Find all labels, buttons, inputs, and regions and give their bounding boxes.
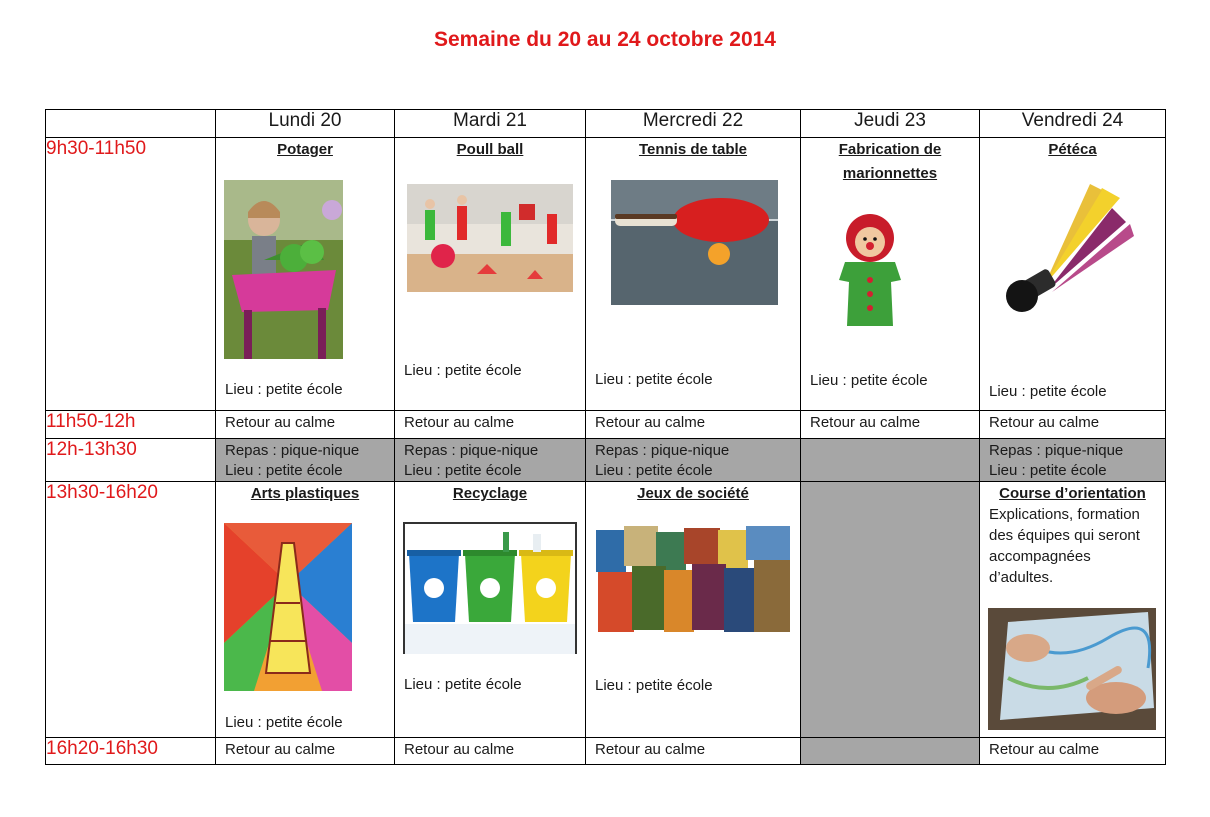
- flower-puppet-photo: [837, 212, 903, 330]
- calme-cell: [980, 738, 1166, 765]
- ping-pong-paddle-photo: [611, 180, 778, 305]
- activity-cell: [980, 138, 1166, 411]
- activity-title: Pétéca: [1048, 141, 1097, 158]
- table-row: [46, 411, 1166, 439]
- activity-title: Recyclage: [452, 485, 528, 502]
- calme-text: Retour au calme: [595, 414, 706, 431]
- time-slot: 12h-13h30: [46, 439, 216, 482]
- lunch-line2: Lieu : petite école: [989, 462, 1107, 479]
- table-row: [46, 482, 1166, 738]
- empty-cell: [801, 439, 980, 482]
- lunch-line1: Repas : pique-nique: [225, 442, 360, 459]
- calme-text: Retour au calme: [404, 414, 515, 431]
- calme-cell: [586, 411, 801, 439]
- time-slot: 9h30-11h50: [46, 138, 216, 411]
- calme-text: Retour au calme: [989, 741, 1100, 758]
- description-line: accompagnées: [989, 548, 1091, 565]
- lieu-text: Lieu : petite école: [225, 714, 343, 731]
- lunch-line2: Lieu : petite école: [404, 462, 522, 479]
- lunch-line2: Lieu : petite école: [225, 462, 343, 479]
- activity-cell: [980, 482, 1166, 738]
- lunch-cell: [980, 439, 1166, 482]
- feather-shuttlecock-photo: [1002, 178, 1144, 318]
- activity-cell: [395, 138, 586, 411]
- calme-text: Retour au calme: [810, 414, 921, 431]
- activity-cell: [586, 138, 801, 411]
- calme-text: Retour au calme: [989, 414, 1100, 431]
- calme-text: Retour au calme: [595, 741, 706, 758]
- activity-title-line2: marionnettes: [842, 165, 938, 182]
- lunch-line1: Repas : pique-nique: [989, 442, 1124, 459]
- hands-on-map-photo: [988, 608, 1156, 730]
- lieu-text: Lieu : petite école: [810, 372, 928, 389]
- activity-title: Arts plastiques: [250, 485, 360, 502]
- time-slot: 13h30-16h20: [46, 482, 216, 738]
- lieu-text: Lieu : petite école: [404, 676, 522, 693]
- lunch-line1: Repas : pique-nique: [404, 442, 539, 459]
- activity-cell: [586, 482, 801, 738]
- activity-title-line1: Fabrication de: [838, 141, 942, 158]
- calme-cell: [586, 738, 801, 765]
- activity-title: Poull ball: [456, 141, 524, 158]
- lunch-line2: Lieu : petite école: [595, 462, 713, 479]
- lieu-text: Lieu : petite école: [989, 383, 1107, 400]
- recycling-bins-photo: [403, 522, 577, 654]
- calme-cell: [395, 738, 586, 765]
- calme-text: Retour au calme: [404, 741, 515, 758]
- activity-cell: [216, 138, 395, 411]
- activity-title: Jeux de société: [637, 485, 749, 502]
- children-ball-game-photo: [407, 184, 573, 292]
- empty-cell: [801, 482, 980, 738]
- calme-text: Retour au calme: [225, 414, 336, 431]
- activity-title: Course d’orientation: [999, 485, 1146, 502]
- activity-title: Tennis de table: [638, 141, 748, 158]
- lieu-text: Lieu : petite école: [225, 381, 343, 398]
- header-row: [46, 110, 1166, 138]
- lunch-cell: [586, 439, 801, 482]
- time-slot: 16h20-16h30: [46, 738, 216, 765]
- day-header: Jeudi 23: [801, 110, 980, 138]
- activity-cell: [395, 482, 586, 738]
- calme-cell: [980, 411, 1166, 439]
- table-row: [46, 439, 1166, 482]
- description-line: des équipes qui seront: [989, 527, 1140, 544]
- lunch-line1: Repas : pique-nique: [595, 442, 730, 459]
- activity-cell: [801, 138, 980, 411]
- activity-cell: [216, 482, 395, 738]
- description-line: d’adultes.: [989, 569, 1054, 586]
- calme-cell: [801, 411, 980, 439]
- child-planter-photo: [224, 180, 343, 359]
- lieu-text: Lieu : petite école: [404, 362, 522, 379]
- schedule-table: [45, 109, 1166, 765]
- eiffel-tower-drawing: [224, 523, 352, 691]
- description-line: Explications, formation: [989, 506, 1140, 523]
- calme-cell: [216, 738, 395, 765]
- day-header: Mardi 21: [395, 110, 586, 138]
- empty-cell: [801, 738, 980, 765]
- calme-cell: [395, 411, 586, 439]
- lunch-cell: [395, 439, 586, 482]
- day-header: Lundi 20: [216, 110, 395, 138]
- table-row: [46, 738, 1166, 765]
- day-header: Mercredi 22: [586, 110, 801, 138]
- page-title: Semaine du 20 au 24 octobre 2014: [434, 28, 776, 51]
- activity-title: Potager: [277, 141, 333, 158]
- lieu-text: Lieu : petite école: [595, 677, 713, 694]
- day-header: Vendredi 24: [980, 110, 1166, 138]
- lieu-text: Lieu : petite école: [595, 371, 713, 388]
- calme-text: Retour au calme: [225, 741, 336, 758]
- time-slot: 11h50-12h: [46, 411, 216, 439]
- table-row: [46, 138, 1166, 411]
- calme-cell: [216, 411, 395, 439]
- board-game-boxes-photo: [594, 524, 792, 634]
- lunch-cell: [216, 439, 395, 482]
- corner-cell: [46, 110, 216, 138]
